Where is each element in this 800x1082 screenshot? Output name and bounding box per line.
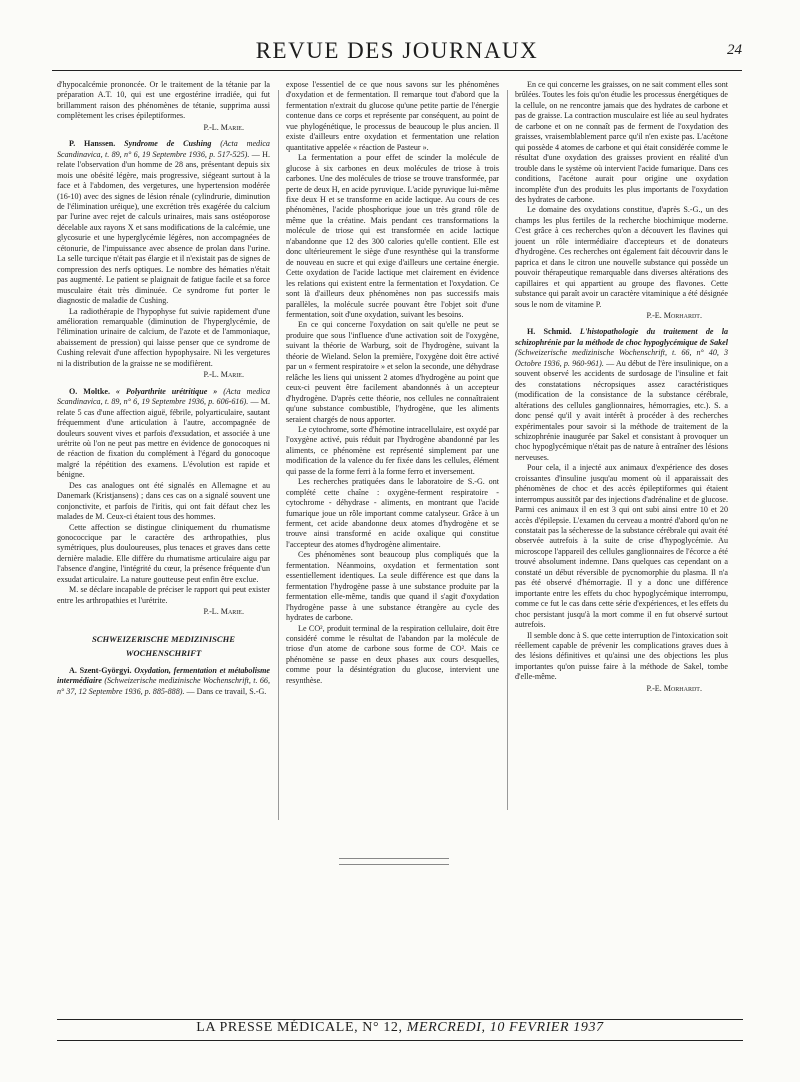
entry-source: (Schweizerische medizinische Wochenschrift, t. 66, n° 37, 12 Septembre 1936, p. 885-888). xyxy=(57,676,271,696)
signature: P.-E. Morhardt. xyxy=(646,310,702,320)
review-entry-hanssen xyxy=(57,139,270,380)
entry-paragraph xyxy=(515,327,728,463)
paragraph: En ce qui concerne les graisses, on ne sait comment elles sont brûlées. Toutes les fois qu'on étudie les processus énergétiques de la cellule, on ne rencontre jamais que des hydrates de carbone et pas de graisse. La contraction musculaire est liée au seul hydrates de carbone et on ne connaît pas de ferment de l'oxydation des graisses, vraisemblablement parce qu'il n'en existe pas. L'acétone qui possède 4 atomes de carbone et qui était considérée comme le résultat d'une oxydation des graisses provient en réalité d'un trouble dans le système où intervient l'acide fumarique. Dans ces conditions, l'acétone aurait pour origine une oxydation incomplète d'un des produits les plus importants de l'oxydation des hydrates de carbone. xyxy=(515,80,728,204)
review-entry-moltke xyxy=(57,387,270,618)
entry-author: P. Hanssen. xyxy=(69,139,116,149)
paragraph: Le domaine des oxydations constitue, d'après S.-G., un des champs les plus fertiles de la recherche biochimique moderne. C'est grâce à ces recherches qu'on a découvert les flavines qui jouent un rôle intermédiaire d'accepteurs et de donateurs d'hydrogène. Ces recherches ont également fait découvrir dans le paprica et dans le citron une nouvelle substance qui possède un pouvoir thérapeutique remarquable dans diverses altérations des capillaires et qui appartient au groupe des flavones. Cette substance qui paraît avoir un caractère vitaminique a été désignée sous le nom de vitamine P. xyxy=(515,205,728,309)
entry-title: Syndrome de Cushing xyxy=(124,139,212,149)
paragraph: Il semble donc à S. que cette interruption de l'intoxication soit réellement capable de prévenir les complications graves dues à des lésions définitives et qu'ainsi une des objections les plus importantes qu'on puisse faire à la méthode de Sakel, tombe d'elle-même. xyxy=(515,630,728,682)
entry-source: (Schweizerische medizinische Wochenschrift, t. 66, n° 40, 3 Octobre 1936, p. 960-961). xyxy=(515,348,728,368)
end-separator-rule xyxy=(339,864,449,865)
entry-text: — H. relate l'observation d'un homme de 28 ans, présentant depuis six mois une obésité légère, mais progressive, siégeant surtout à la face et à l'abdomen, des vergetures, une hypertension modérée (16-10) avec des signes de lésion rénale (cylindrurie, diminution de l'élimination uréique), une excrétion très exagérée du calcium par l'urine avec rejet de calculs urinaires, mais sans ostéoporose décelable aux rayons X et sans modifications de la calcémie, une glycosurie et une hyperglycémie légères, non accompagnées de cétonurie, de l'impuissance avec absence de prolan dans l'urine. La selle turcique n'était pas élargie et il n'existait pas de signes de compression des nerfs optiques. Le nombre des hématies n'était pas augmenté. Le patient se plaignait de fatigue facile et sa force musculaire était très diminuée. Ce syndrome fut porter le diagnostic de maladie de Cushing. xyxy=(57,149,270,306)
journal-section-title: REVUE DES JOURNAUX xyxy=(255,38,539,63)
entry-author: H. Schmid. xyxy=(527,327,572,337)
signature: P.-L. Marie. xyxy=(203,370,244,380)
entry-source: (Acta medica Scandinavica, t. 89, n° 6, 19 Septembre 1936, p. 606-616). xyxy=(57,386,271,407)
paragraph: La radiothérapie de l'hypophyse fut suivie rapidement d'une amélioration remarquable (diminution de l'hyperglycémie, de l'élimination urinaire de calcium, de l'azote et de l'ammoniaque, abaissement de pression) qui laisse penser que ce syndrome de Cushing relevait d'une affection hypophysaire. Ni les vergetures ni la distribution de la graisse ne se modifièrent. xyxy=(57,306,270,368)
paragraph: Le CO², produit terminal de la respiration cellulaire, doit être considéré comme le résultat de l'abandon par la molécule de triose d'un atome de carbone sous forme de CO². Mais ce phénomène se passe en deux phases aux cours desquelles, comme pour la désintégration du glucose, intervient une resynthèse. xyxy=(286,623,499,685)
paragraph: Ces phénomènes sont beaucoup plus compliqués que la fermentation. Néanmoins, oxydation et fermentation sont essentiellement identiques. La seule différence est que dans la fermentation l'hydrogène passe à une substance produite par la fermentation elle-même, tandis que quand il s'agit d'oxydation l'hydrogène passe à une substance étrangère au cycle des hydrates de carbone. xyxy=(286,550,499,623)
column-3 xyxy=(515,80,728,700)
paragraph: La fermentation a pour effet de scinder la molécule de glucose à six carbones en deux molécules de triose à trois carbones. Une des molécules de triose se trouve transformée, par perte de deux H, en acide pyruvique. L'acide pyruvique lui-même fixe deux H et se transforme en acide lactique. Au cours de ces phénomènes, l'acide phosphorique joue un très grand rôle de même que la créatine. Mais pendant ces transformations la molécule de triose qui est transformée en acide lactique n'abandonne que 12 des 300 calories qu'elle contient. Elle est donc ultérieurement le siège d'une resynthèse qui la transforme de nouveau en sucre et qui exige d'ailleurs une certaine énergie. Cette oxydation de l'acide lactique met clairement en évidence les relations qui existent entre la fermentation et l'oxydation. Ce sont là d'ailleurs deux phénomènes non pas successifs mais parallèles, la molécule sucrée pouvant être l'objet soit d'une fermentation, soit d'une oxydation, suivant les besoins. xyxy=(286,153,499,319)
footer-journal: LA PRESSE MÉDICALE, N° 12, xyxy=(196,1020,403,1035)
entry-paragraph xyxy=(57,666,270,697)
paragraph: M. se déclare incapable de préciser le rapport qui peut exister entre les arthropathies et l'urétrite. xyxy=(57,585,270,605)
column-divider xyxy=(507,90,508,810)
page-number: 24 xyxy=(727,42,742,58)
entry-source: (Acta medica Scandinavica, t. 89, n° 6, 19 Septembre 1936, p. 517-525). xyxy=(57,139,270,159)
entry-paragraph xyxy=(57,139,270,306)
paragraph: En ce qui concerne l'oxydation on sait qu'elle ne peut se produire que sous l'influence d'une activation soit de l'oxygène, suivant la théorie de Warburg, soit de l'hydrogène, suivant la théorie de Wieland. Selon la première, l'oxygène doit être activé par un « ferment respiratoire » et selon la seconde, une déhydrase relâche les liens qui unissent 2 atomes d'hydrogène au point que ceux-ci peuvent être facilement abandonnés à un accepteur d'hydrogène. D'après cette théorie, nos cellules ne connaîtraient qu'une substance combustible, l'hydrogène, que les aliments seraient chargés de nous apporter. xyxy=(286,320,499,424)
paragraph: d'hypocalcémie prononcée. Or le traitement de la tétanie par la préparation A.T. 10, qui est une ergostérine irradiée, qui fut brillamment raison des phénomènes de tétanie, supprima aussi complètement les crises épileptiformes. xyxy=(57,80,270,121)
column-2 xyxy=(286,80,499,686)
section-heading: SCHWEIZERISCHE MEDIZINISCHE WOCHENSCHRIFT xyxy=(91,633,236,658)
review-entry-schmid xyxy=(515,327,728,694)
paragraph: Des cas analogues ont été signalés en Allemagne et au Danemark (Kristjansens) ; dans ces cas on a signalé souvent une conjonctivite, et parfois de l'iritis, qui ont fait défaut chez les malades de M. Ceux-ci étaient tous des hommes. xyxy=(57,480,270,522)
entry-title: L'histopathologie du traitement de la schizophrénie par la méthode de choc hypoglycémique de Sakel xyxy=(515,327,728,347)
entry-title: « Polyarthrite urétritique » xyxy=(115,386,218,396)
column-1 xyxy=(57,80,270,697)
end-separator-rule xyxy=(339,858,449,859)
paragraph: expose l'essentiel de ce que nous savons sur les phénomènes d'oxydation et de fermentation. Il remarque tout d'abord que la fermentation n'extrait du glucose qu'une petite partie de l'énergie contenue dans ce corps et représente par conséquent, au point de vue phylogénétique, le processus de beaucoup le plus ancien. Il existe d'ailleurs entre oxydation et fermentation une relation quantitative appelée « réaction de Pasteur ». xyxy=(286,80,499,152)
entry-text: — Au début de l'ère insulinique, on a souvent observé les accidents de surdosage de l'insuline et fait des constatations nécropsiques assez caractéristiques (modification de la consistance de la substance cérébrale, altérations des cellules ganglionnaires, hémorragies, etc.). S. a donc pensé qu'il y avait intérêt à procéder à des recherches expérimentales pour savoir si la méthode de traitement de la schizophrénie inaugurée par Sakel et consistant à provoquer un choc hypoglycémique n'était pas de nature à entraîner des lésions nerveuses. xyxy=(515,358,728,462)
signature: P.-E. Morhardt. xyxy=(646,683,702,693)
signature: P.-L. Marie. xyxy=(203,607,244,617)
entry-paragraph xyxy=(57,387,270,481)
paragraph: Cette affection se distingue cliniquement du rhumatisme gonococcique par le caractère des arthropathies, plus symétriques, plus douloureuses, plus tenaces et graves dans cette dernière maladie. Elle diffère du rhumatisme articulaire aigu par l'absence d'angine, l'intégrité du cœur, la présence fréquente d'un exsudat articulaire. La nature goutteuse peut enfin être exclue. xyxy=(57,522,270,584)
paragraph: Les recherches pratiquées dans le laboratoire de S.-G. ont complété cette chaîne : oxygène-ferment respiratoire - cytochrome - déhydrase - aliments, en montrant que l'acide fumarique joue un rôle important comme catalyseur. Grâce à un ferment, cet acide abandonne deux atomes d'hydrogène et se trouve ainsi transformé en acide oxalique qui constitue l'accepteur des atomes d'hydrogène alimentaire. xyxy=(286,477,499,549)
paragraph: Le cytochrome, sorte d'hémotine intracellulaire, est oxydé par l'oxygène activé, puis réduit par l'hydrogène abandonné par les aliments, ce phénomène est représenté simplement par une modification de la valence du fer fixée dans les cellules, élément qui passe de la forme ferri à la forme ferro et inversement. xyxy=(286,424,499,476)
entry-text: — Dans ce travail, S.-G. xyxy=(186,686,267,696)
running-header xyxy=(52,36,742,71)
footer-date: MERCREDI, 10 FEVRIER 1937 xyxy=(406,1020,604,1035)
signature: P.-L. Marie. xyxy=(203,122,244,132)
column-divider xyxy=(278,90,279,820)
paragraph: Pour cela, il a injecté aux animaux d'expérience des doses croissantes d'insuline jusqu'au moment où il apparaissait des phénomènes de choc et des accès épileptiformes qui étaient interrompus aussitôt par des injections d'adrénaline et de glucose. Parmi ces animaux il en est 3 qui ont subi ainsi entre 10 et 20 accès d'épilepsie. L'examen du cerveau a montré d'abord qu'on ne constatait pas la sécheresse de la substance cérébrale qui avait été observée autrefois à la suite de crise d'hypoglycémie. Au microscope l'appareil des cellules ganglionnaires de l'écorce a été trouvé absolument indemne. Dans quelques cas cependant on a constaté un début réversible de pycnomorphie du plasma. Il n'a pas été observé d'hémorragie. Il y a donc une différence importante entre les effets du choc hypoglycémique interrompu, comme ce fut le cas dans cette série d'expériences, et les effets du choc persistant jusqu'à la mort comme il en fut observé surtout autrefois. xyxy=(515,463,728,630)
entry-text: — M. relate 5 cas d'une affection aiguë, fébrile, polyarticulaire, sautant fréquemment d'une articulation à l'autre, accompagnée de douleurs souvent vives et parfois d'exsudation, et associée à une urétrite où l'on ne peut pas mettre en évidence de gonocoques ni de réaction de fixation du complément à l'égard du gonocoque malgré la répétition des examens. L'évolution est rapide et bénigne. xyxy=(57,397,270,480)
entry-title: Oxydation, fermentation et métabolisme intermédiaire xyxy=(57,665,270,686)
entry-author: O. Moltke. xyxy=(69,386,110,396)
running-footer xyxy=(0,1020,800,1036)
entry-author: A. Szent-Györgyi. xyxy=(69,665,132,675)
review-entry-szent-gyorgyi xyxy=(57,666,270,697)
